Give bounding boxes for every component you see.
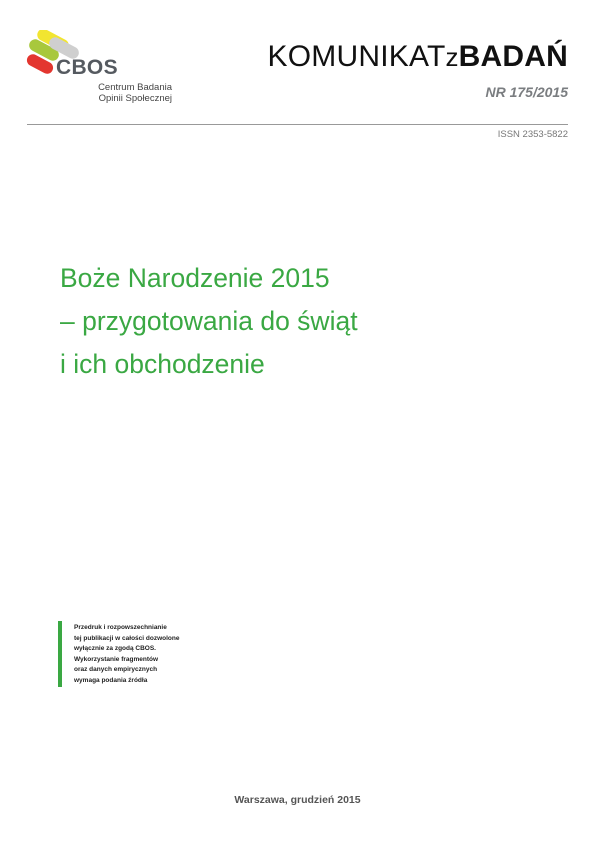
title-line: Boże Narodzenie 2015	[60, 263, 330, 293]
copyright-line: Wykorzystanie fragmentów	[74, 655, 159, 663]
header-divider	[27, 124, 568, 125]
issn: ISSN 2353-5822	[497, 129, 568, 140]
copyright-line: wyłącznie za zgodą CBOS.	[74, 645, 156, 652]
logo-subtitle-line: Opinii Społecznej	[98, 93, 172, 104]
issue-number: NR 175/2015	[485, 84, 568, 100]
copyright-notice	[74, 623, 234, 686]
place-date: Warszawa, grudzień 2015	[234, 794, 361, 806]
title-line: i ich obchodzenie	[60, 349, 265, 379]
copyright-line: tej publikacji w całości dozwolone	[74, 634, 180, 642]
series-title	[268, 40, 568, 74]
logo-subtitle	[74, 82, 172, 104]
report-title	[60, 257, 530, 386]
copyright-line: Przedruk i rozpowszechnianie	[74, 624, 167, 631]
series-title-part: BADAŃ	[458, 40, 568, 73]
copyright-line: wymaga podania źródła	[74, 676, 148, 684]
title-line: – przygotowania do świąt	[60, 306, 358, 336]
series-title-part: KOMUNIKAT	[267, 40, 446, 73]
logo-name: CBOS	[56, 56, 118, 79]
copyright-line: oraz danych empirycznych	[74, 666, 158, 673]
copyright-accent-bar	[58, 621, 62, 687]
series-title-part: z	[445, 42, 459, 72]
cbos-logo	[24, 30, 184, 108]
logo-subtitle-line: Centrum Badania	[98, 82, 172, 93]
